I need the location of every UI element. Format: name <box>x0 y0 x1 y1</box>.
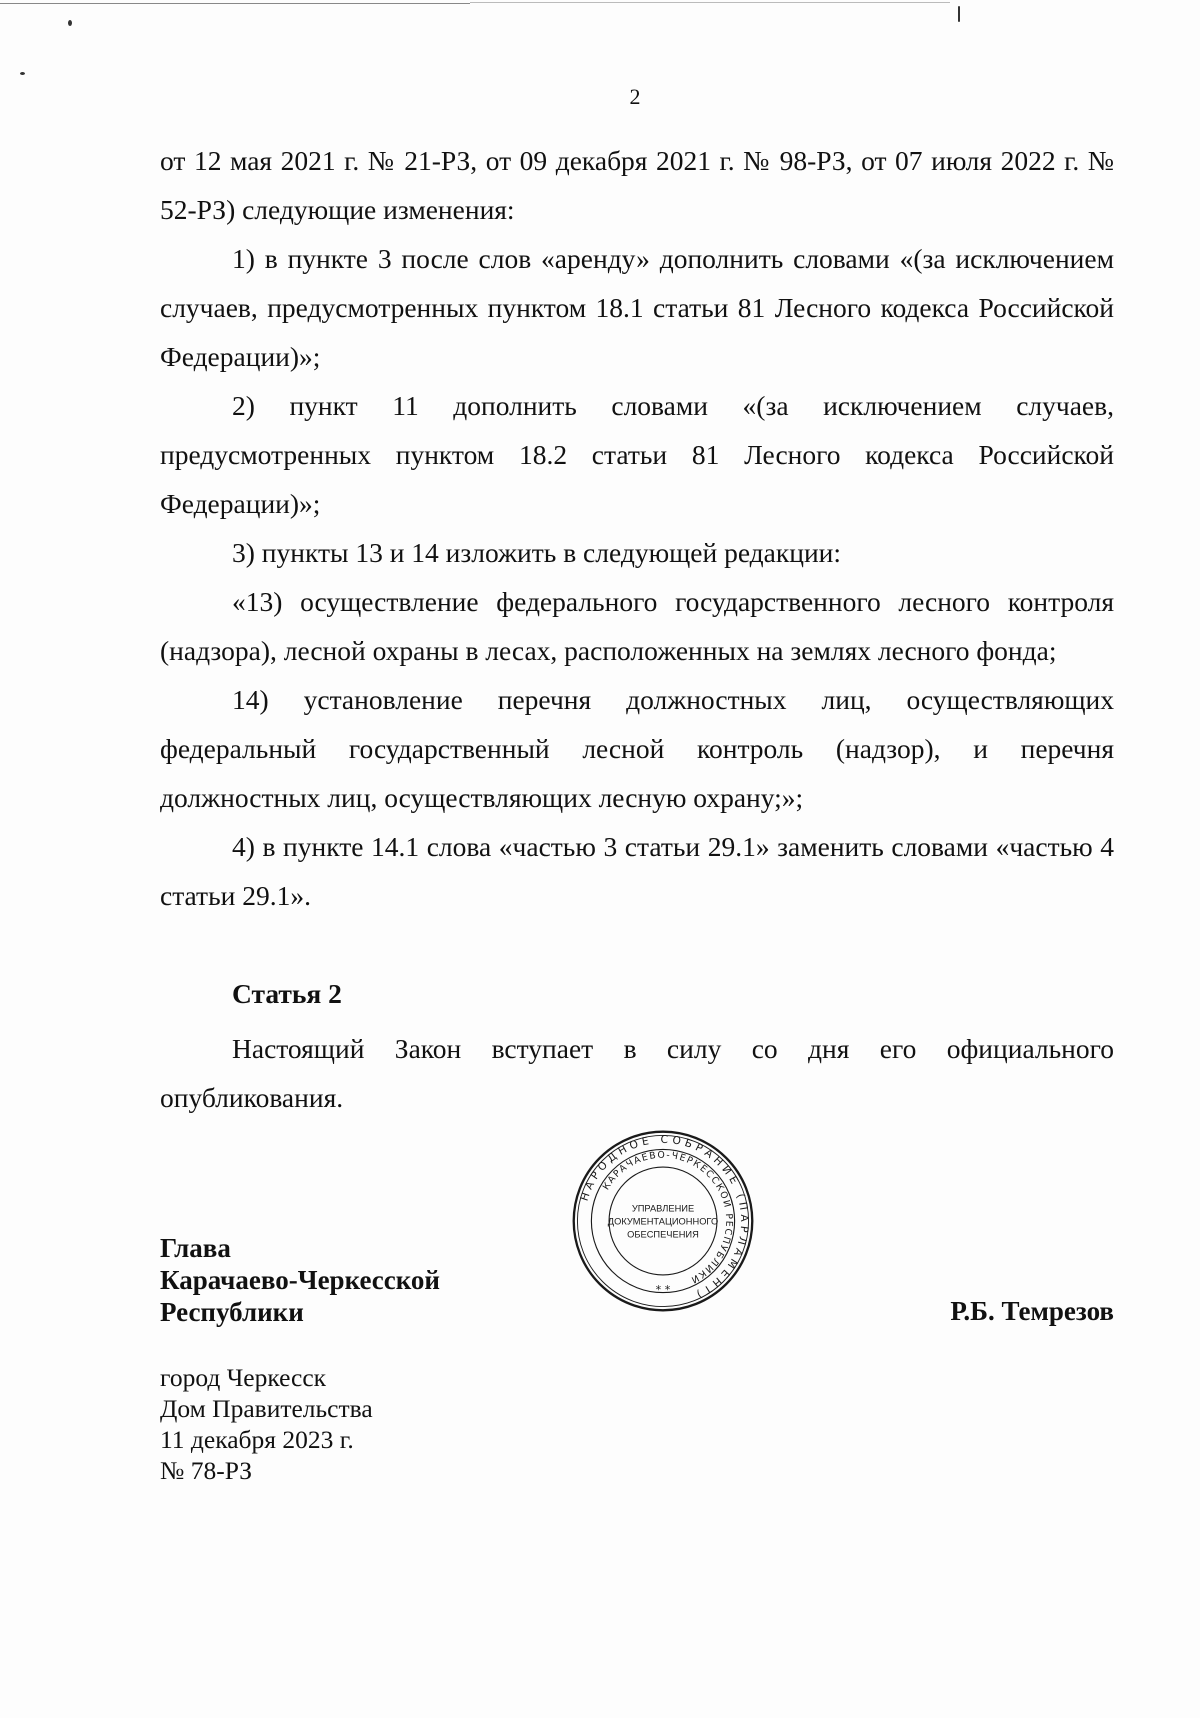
law-date: 11 декабря 2023 г. <box>160 1425 354 1454</box>
scan-edge-line <box>0 3 470 4</box>
signer-title-line: Карачаево-Черкесской <box>160 1265 440 1295</box>
paragraph-item-14: 14) установление перечня должностных лиц, осуществляющих федеральный государственный лесной контроль (надзор), и перечня должностных лиц, осуществляющих лесную охрану;»; <box>160 684 1114 813</box>
article-paragraph: Настоящий Закон вступает в силу со дня его официального опубликования. <box>160 1033 1114 1113</box>
stamp-stars: * * <box>655 1283 671 1297</box>
paragraph-item-3: 3) пункты 13 и 14 изложить в следующей редакции: <box>232 537 842 568</box>
scan-edge-line <box>470 2 950 3</box>
law-number: № 78-РЗ <box>160 1456 252 1485</box>
article-text <box>160 1024 1114 1122</box>
scan-speck <box>958 6 960 22</box>
place-city: город Черкесск <box>160 1363 327 1392</box>
paragraph-intro: от 12 мая 2021 г. № 21-РЗ, от 09 декабря 2021 г. № 98-РЗ, от 07 июля 2022 г. № 52-РЗ) следующие изменения: <box>160 145 1114 225</box>
place-building: Дом Правительства <box>160 1394 373 1423</box>
paragraph-item-13: «13) осуществление федерального государственного лесного контроля (надзора), лесной охраны в лесах, расположенных на землях лесного фонда; <box>160 586 1114 666</box>
amendments-text <box>160 136 1114 920</box>
paragraph-item-1: 1) в пункте 3 после слов «аренду» дополнить словами «(за исключением случаев, предусмотренных пунктом 18.1 статьи 81 Лесного кодекса Российской Федерации)»; <box>160 243 1114 372</box>
official-seal-stamp <box>570 1128 756 1314</box>
signer-title <box>160 1232 440 1328</box>
signer-name: Р.Б. Темрезов <box>950 1296 1114 1326</box>
signer-title-line: Республики <box>160 1297 304 1327</box>
stamp-inner-text: КАРАЧАЕВО-ЧЕРКЕССКОЙ РЕСПУБЛИКИ <box>600 1149 735 1286</box>
paragraph-item-4: 4) в пункте 14.1 слова «частью 3 статьи 29.1» заменить словами «частью 4 статьи 29.1». <box>160 831 1114 911</box>
page-number: 2 <box>629 84 641 109</box>
scan-speck <box>68 20 72 26</box>
stamp-center-line: УПРАВЛЕНИЕ <box>631 1203 695 1214</box>
signer-title-line: Глава <box>160 1233 231 1263</box>
paragraph-item-2: 2) пункт 11 дополнить словами «(за исключением случаев, предусмотренных пунктом 18.2 статьи 81 Лесного кодекса Российской Федерации)»; <box>160 390 1114 519</box>
article-heading: Статья 2 <box>232 978 342 1009</box>
stamp-center-line: ОБЕСПЕЧЕНИЯ <box>627 1229 699 1240</box>
stamp-outer-text: НАРОДНОЕ СОБРАНИЕ (ПАРЛАМЕНТ) <box>577 1132 752 1303</box>
scan-speck <box>20 72 25 75</box>
stamp-center-line: ДОКУМЕНТАЦИОННОГО <box>607 1216 719 1227</box>
place-and-date-block <box>160 1362 373 1486</box>
